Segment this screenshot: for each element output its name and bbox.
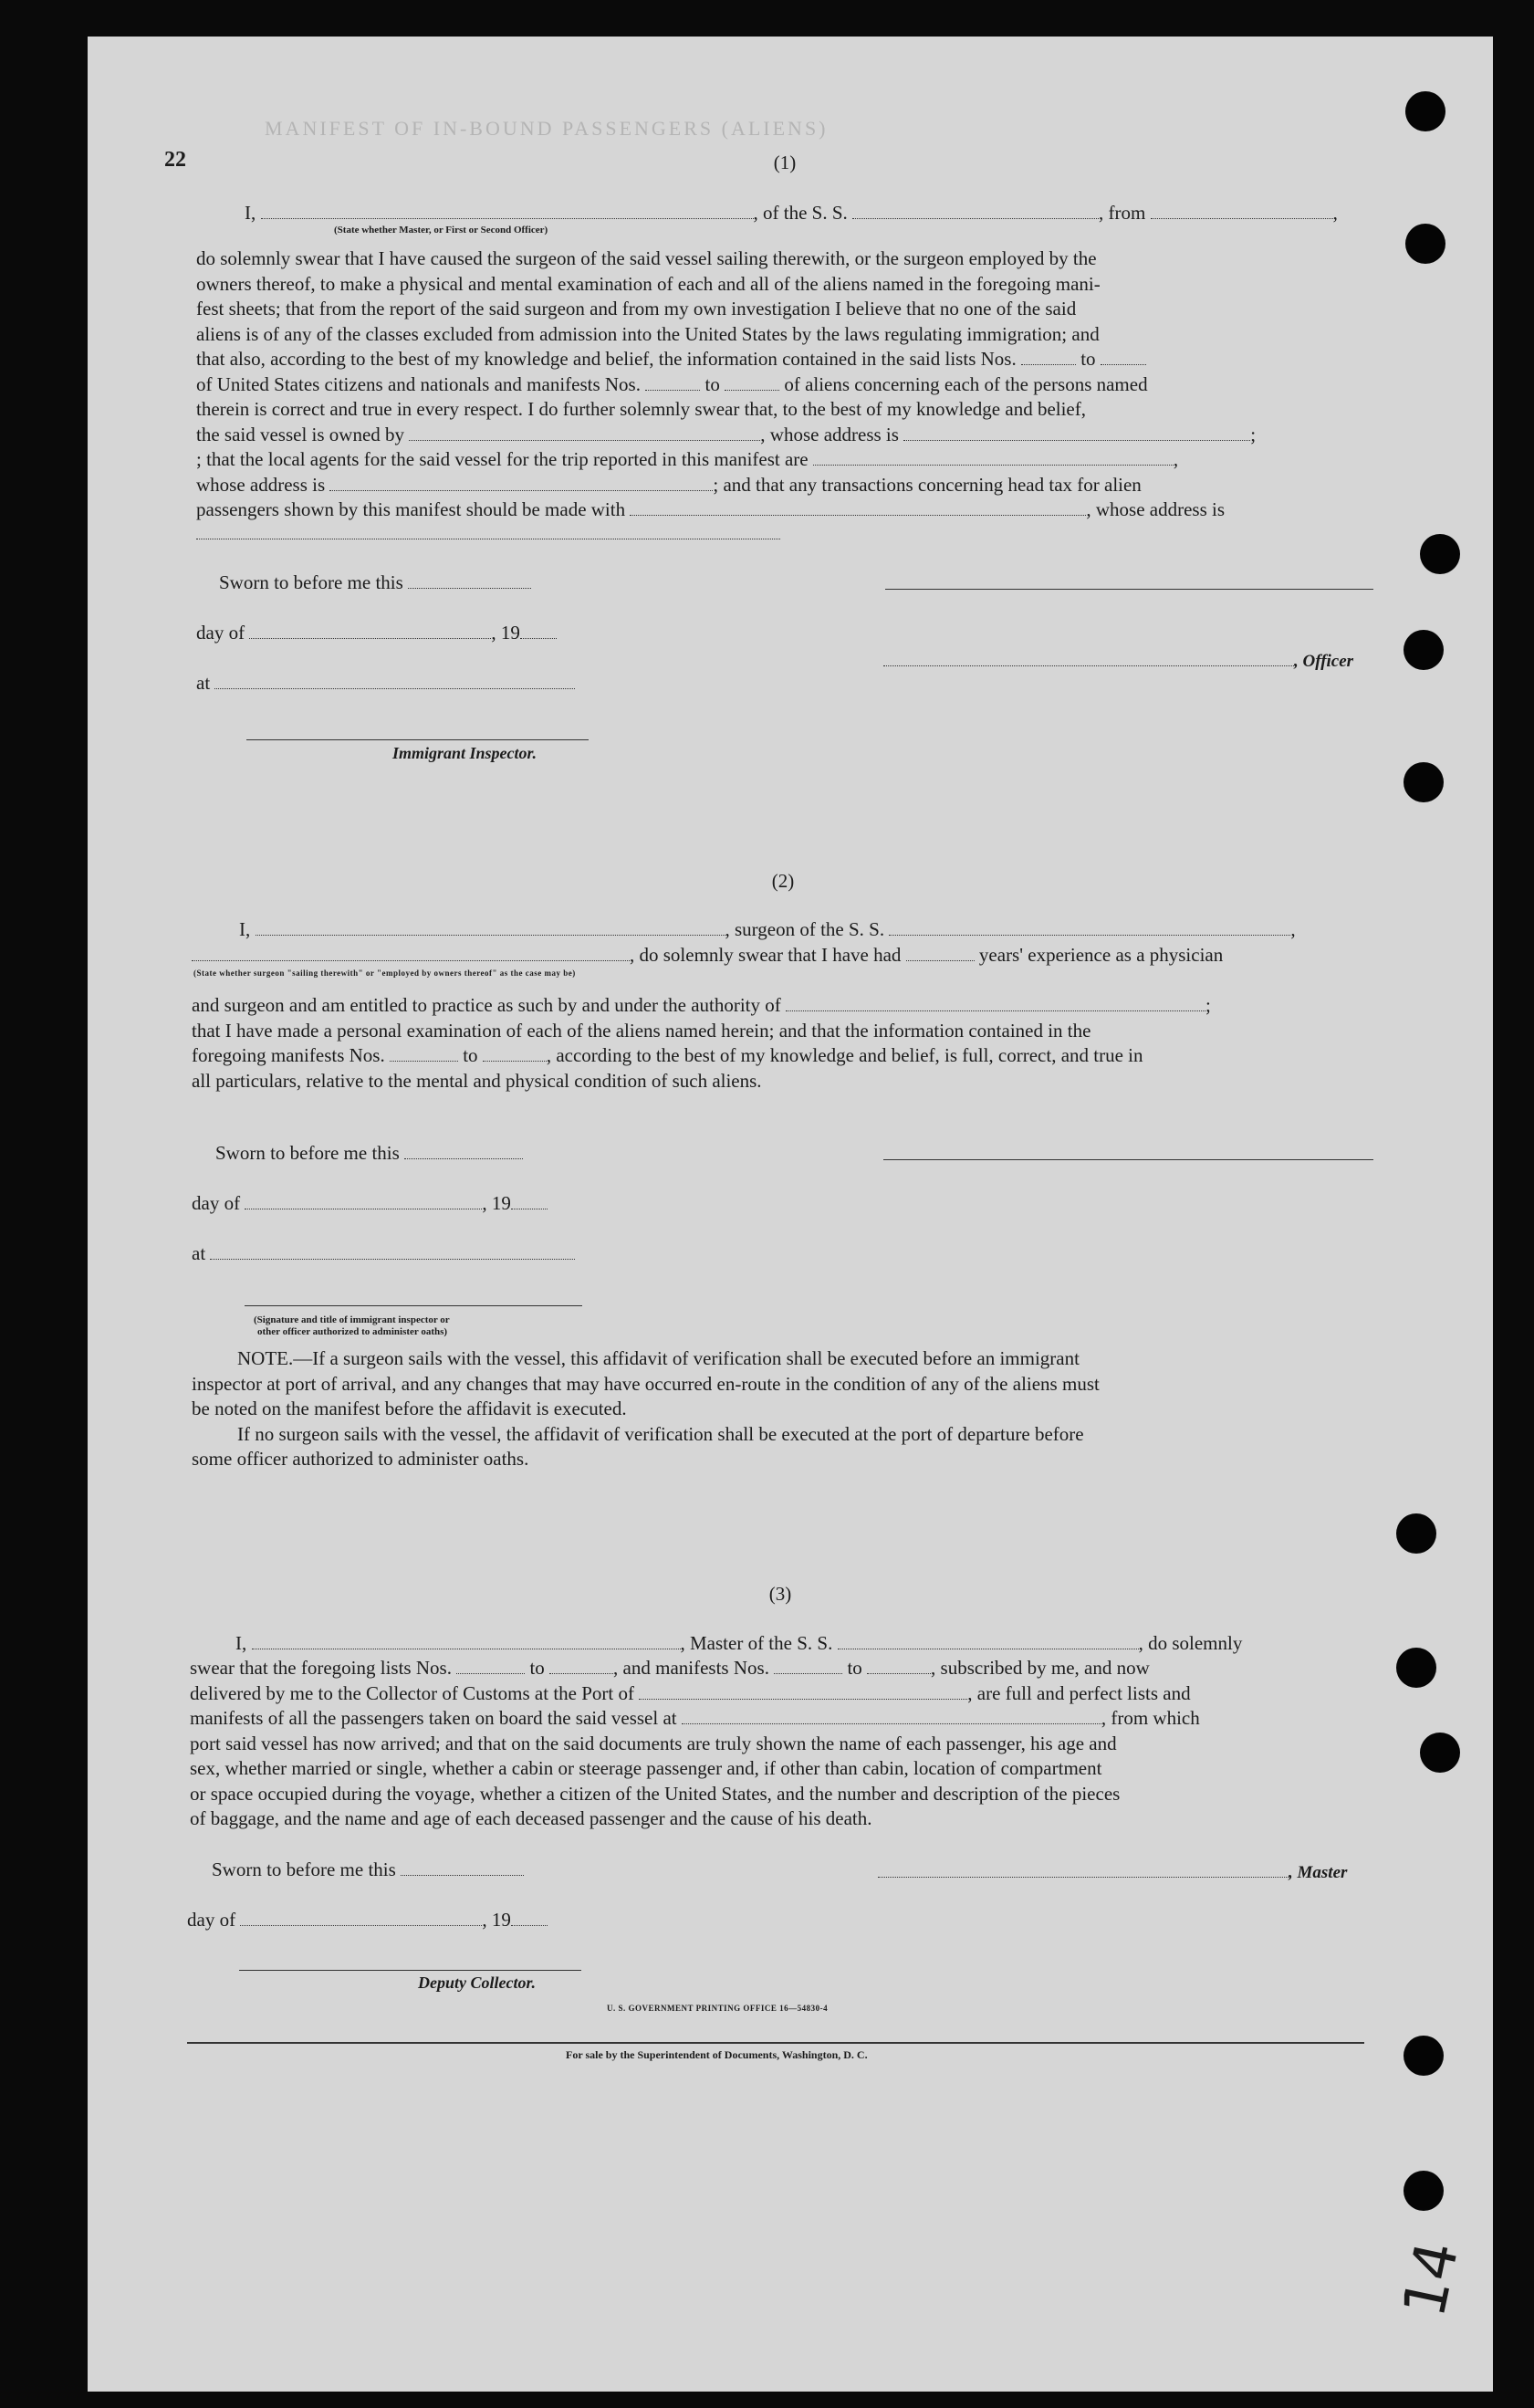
s1-text: do solemnly swear that I have caused the surgeon of the said vessel sailing therewith, or the surgeon employed by the: [196, 247, 1097, 269]
punch-hole: [1404, 2171, 1444, 2211]
note-text: be noted on the manifest before the affidavit is executed.: [192, 1398, 627, 1419]
master-signature-field[interactable]: [878, 1860, 1289, 1878]
agents-field[interactable]: [813, 448, 1174, 466]
surgeon-name-field[interactable]: [256, 918, 725, 936]
officer-signature-field[interactable]: [883, 649, 1294, 666]
punch-hole: [1404, 2036, 1444, 2076]
s1-text: fest sheets; that from the report of the said surgeon and from my own investigation I believe that no one of the said: [196, 298, 1077, 319]
punch-hole: [1404, 762, 1444, 802]
list-no-field[interactable]: [549, 1657, 613, 1674]
footer-text: For sale by the Superintendent of Documents, Washington, D. C.: [566, 2048, 868, 2061]
master-name-field[interactable]: [261, 202, 754, 219]
month-field[interactable]: [249, 622, 491, 639]
authority-field[interactable]: [786, 994, 1205, 1011]
s2-text: all particulars, relative to the mental and physical condition of such aliens.: [192, 1069, 762, 1092]
s1-of-ss: , of the S. S.: [753, 202, 848, 224]
sworn-day-field[interactable]: [401, 1858, 524, 1876]
owner-field[interactable]: [409, 424, 760, 441]
s1-from: , from: [1099, 202, 1146, 224]
s1-text: of United States citizens and nationals and manifests Nos. to of aliens concerning each of the persons named: [196, 372, 1148, 395]
s1-i: I,: [245, 202, 256, 224]
s1-inspector-label: Immigrant Inspector.: [392, 744, 537, 762]
s3-text: manifests of all the passengers taken on board the said vessel at , from which: [190, 1707, 1200, 1729]
list-no-field[interactable]: [1101, 348, 1146, 365]
s3-text: port said vessel has now arrived; and that on the said documents are truly shown the name of each passenger, his age and: [190, 1732, 1117, 1754]
list-no-field[interactable]: [1021, 348, 1076, 365]
s1-text: aliens is of any of the classes excluded from admission into the United States by the laws regulating immigration; and: [196, 322, 1100, 345]
place-field[interactable]: [210, 1242, 575, 1260]
section-1-number: (1): [773, 152, 797, 173]
place-field[interactable]: [214, 672, 575, 689]
inspector-signature-line[interactable]: [245, 1305, 582, 1306]
manifest-no-field[interactable]: [390, 1044, 458, 1062]
agents-address-field[interactable]: [329, 474, 713, 491]
year-field[interactable]: [511, 1909, 548, 1926]
s2-paragraph: [192, 993, 1373, 1094]
years-field[interactable]: [906, 944, 975, 961]
punch-hole: [1405, 224, 1445, 264]
s1-text: owners thereof, to make a physical and mental examination of each and all of the aliens named in the foregoing mani-: [196, 272, 1101, 295]
s2-line-i: I, , surgeon of the S. S. ,: [239, 918, 1296, 940]
note-text: NOTE.—If a surgeon sails with the vessel, this affidavit of verification shall be executed before an immigrant: [237, 1347, 1080, 1369]
s2-day-of: day of , 19: [192, 1191, 548, 1216]
s1-text: the said vessel is owned by , whose address is ;: [196, 423, 1257, 445]
manifest-no-field[interactable]: [645, 373, 700, 391]
list-no-field[interactable]: [456, 1657, 525, 1674]
s3-text: or space occupied during the voyage, whether a citizen of the United States, and the number and description of the pieces: [190, 1782, 1121, 1805]
head-tax-contact-field[interactable]: [630, 498, 1086, 516]
s2-sworn: Sworn to before me this: [215, 1141, 523, 1166]
s3-sworn: Sworn to before me this: [212, 1858, 524, 1882]
s2-sig-note-1: (Signature and title of immigrant inspector or: [254, 1314, 450, 1325]
s2-text: and surgeon and am entitled to practice as such by and under the authority of ;: [192, 994, 1211, 1016]
port-field[interactable]: [639, 1682, 967, 1700]
corner-mark: 22: [164, 148, 186, 172]
note-text: If no surgeon sails with the vessel, the affidavit of verification shall be executed at the port of departure before: [237, 1422, 1084, 1445]
footer-rule: [187, 2042, 1364, 2044]
master-name-field[interactable]: [252, 1632, 681, 1649]
s3-master: , Master: [878, 1859, 1347, 1885]
s3-deputy-label: Deputy Collector.: [418, 1974, 536, 1992]
sworn-day-field[interactable]: [404, 1142, 523, 1159]
s3-text: delivered by me to the Collector of Customs at the Port of , are full and perfect lists and: [190, 1681, 1191, 1704]
signature-line[interactable]: [885, 589, 1373, 590]
s2-line-swear: , do solemnly swear that I have had years' experience as a physician: [192, 943, 1223, 968]
punch-hole: [1404, 630, 1444, 670]
s1-at: at: [196, 671, 575, 696]
punch-hole: [1420, 534, 1460, 574]
s1-line-i: I, , of the S. S. , from ,: [245, 202, 1338, 224]
s1-sworn: Sworn to before me this: [219, 571, 531, 595]
s1-text: therein is correct and true in every respect. I do further solemnly swear that, to the best of my knowledge and belief,: [196, 398, 1086, 420]
s1-text: that also, according to the best of my knowledge and belief, the information contained in the said lists Nos. to: [196, 347, 1378, 372]
punch-hole: [1405, 91, 1445, 131]
s3-text: sex, whether married or single, whether a cabin or steerage passenger and, if other than cabin, location of compartment: [190, 1757, 1102, 1779]
s2-note: (State whether surgeon "sailing therewith" or "employed by owners thereof" as the case may be): [193, 968, 576, 978]
manifest-no-field[interactable]: [725, 373, 779, 391]
s2-text: foregoing manifests Nos. to , according to the best of my knowledge and belief, is full, correct, and true in: [192, 1044, 1143, 1066]
handwritten-page-number: 14: [1391, 2235, 1473, 2323]
sworn-day-field[interactable]: [408, 571, 531, 589]
note-text: some officer authorized to administer oaths.: [192, 1448, 529, 1470]
s2-note-paragraph: [192, 1346, 1373, 1472]
s2-sig-note-2: other officer authorized to administer oaths): [257, 1326, 448, 1337]
year-field[interactable]: [511, 1192, 548, 1209]
s3-text: swear that the foregoing lists Nos. to , and manifests Nos. to , subscribed by me, and now: [190, 1657, 1150, 1679]
s1-text: passengers shown by this manifest should be made with , whose address is: [196, 498, 1226, 520]
from-port-field[interactable]: [1151, 202, 1333, 219]
s1-note: (State whether Master, or First or Second Officer): [334, 225, 548, 236]
owner-address-field[interactable]: [903, 424, 1250, 441]
s2-at: at: [192, 1241, 575, 1266]
punch-hole: [1420, 1733, 1460, 1773]
vessel-name-field[interactable]: [838, 1632, 1139, 1649]
punch-hole: [1396, 1513, 1436, 1554]
printer-line: U. S. GOVERNMENT PRINTING OFFICE 16—54830-4: [607, 2004, 829, 2013]
month-field[interactable]: [240, 1909, 482, 1926]
s1-text: whose address is ; and that any transactions concerning head tax for alien: [196, 473, 1142, 496]
s3-paragraph: [190, 1656, 1373, 1832]
surgeon-status-field[interactable]: [192, 944, 630, 961]
bleed-through-text: MANIFEST OF IN-BOUND PASSENGERS (ALIENS): [265, 117, 829, 140]
s2-text: that I have made a personal examination of each of the aliens named herein; and that the information contained in the: [192, 1019, 1091, 1042]
month-field[interactable]: [245, 1192, 482, 1209]
s3-line-i: I, , Master of the S. S. , do solemnly: [235, 1632, 1243, 1654]
s1-paragraph: [196, 246, 1378, 523]
manifest-no-field[interactable]: [774, 1657, 842, 1674]
note-text: inspector at port of arrival, and any changes that may have occurred en-route in the condition of any of the aliens must: [192, 1372, 1100, 1395]
collector-signature-line[interactable]: [239, 1970, 581, 1971]
vessel-name-field[interactable]: [852, 202, 1099, 219]
year-field[interactable]: [520, 622, 557, 639]
embark-port-field[interactable]: [682, 1707, 1101, 1724]
s3-day-of: day of , 19: [187, 1908, 548, 1932]
s3-text: of baggage, and the name and age of each deceased passenger and the cause of his death.: [190, 1807, 872, 1829]
s1-day-of: day of , 19: [196, 621, 557, 645]
surgeon-signature-line[interactable]: [883, 1159, 1373, 1160]
s1-text: ; that the local agents for the said vessel for the trip reported in this manifest are ,: [196, 448, 1179, 470]
section-3-number: (3): [768, 1583, 792, 1605]
section-2-number: (2): [771, 870, 795, 892]
s1-officer: , Officer: [883, 648, 1353, 674]
manifest-no-field[interactable]: [867, 1657, 931, 1674]
punch-hole: [1396, 1648, 1436, 1688]
vessel-name-field[interactable]: [889, 918, 1290, 936]
inspector-signature-line[interactable]: [246, 739, 589, 740]
manifest-no-field[interactable]: [483, 1044, 547, 1062]
